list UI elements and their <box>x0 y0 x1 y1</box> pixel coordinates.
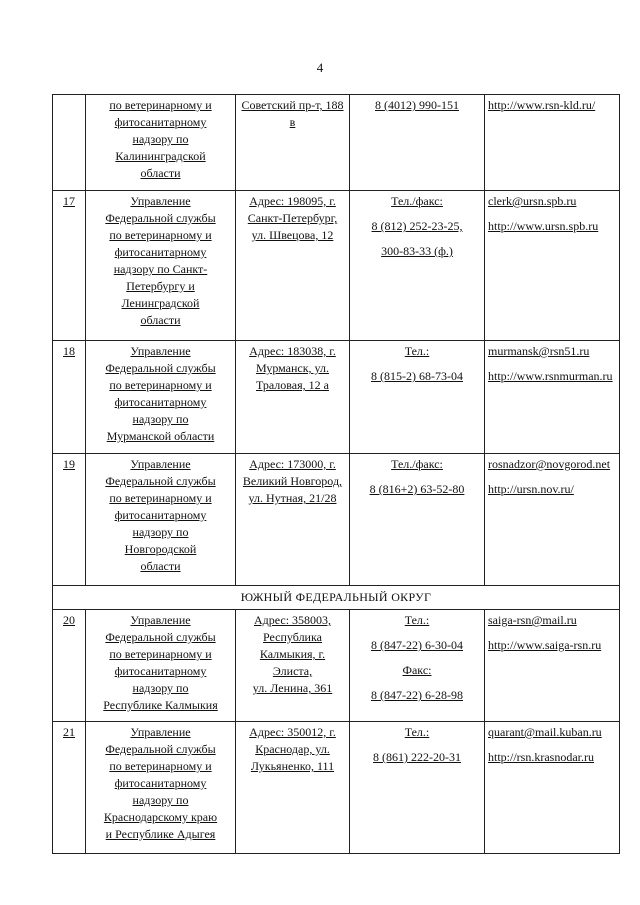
organization-line: области <box>140 559 181 573</box>
organization-line: по ветеринарному и <box>109 98 212 112</box>
organization-line: по ветеринарному и <box>109 491 212 505</box>
organization-line: Управление <box>130 457 191 471</box>
organization-line: надзору по <box>132 793 189 807</box>
contact-cell <box>485 722 620 854</box>
phone-cell <box>350 95 485 191</box>
organization-line: фитосанитарному <box>114 245 207 259</box>
address-line: Адрес: 173000, г. <box>249 457 336 471</box>
address-line: ул. Ленина, 361 <box>252 681 333 695</box>
address-line: Траловая, 12 а <box>256 378 329 392</box>
address-line: Республика <box>263 630 322 644</box>
table-row <box>53 191 620 341</box>
organization-line: Ленинградской <box>121 296 200 310</box>
phone-number: 8 (815-2) 68-73-04 <box>371 369 463 383</box>
website-link[interactable]: http://www.rsn-kld.ru/ <box>488 98 596 112</box>
address-line: Великий Новгород, <box>242 474 343 488</box>
organization-line: фитосанитарному <box>114 395 207 409</box>
address-line: Адрес: 198095, г. <box>249 194 336 208</box>
fax-number: 8 (847-22) 6-28-98 <box>371 688 463 702</box>
phone-label: Тел.: <box>404 725 430 739</box>
row-number <box>53 95 86 191</box>
contact-cell <box>485 341 620 454</box>
organization-line: области <box>140 166 181 180</box>
phone-number: 300-83-33 (ф.) <box>381 244 453 258</box>
phone-number: 8 (847-22) 6-30-04 <box>371 638 463 652</box>
address-line: Мурманск, ул. <box>255 361 330 375</box>
email-link[interactable]: clerk@ursn.spb.ru <box>488 194 577 208</box>
phone-cell <box>350 341 485 454</box>
page-number: 4 <box>316 60 324 75</box>
email-link[interactable]: saiga-rsn@mail.ru <box>488 613 577 627</box>
organization-line: по ветеринарному и <box>109 378 212 392</box>
email-link[interactable]: murmansk@rsn51.ru <box>488 344 590 358</box>
organization-line: фитосанитарному <box>114 508 207 522</box>
organization-line: Мурманской области <box>106 429 215 443</box>
offices-table <box>52 94 620 854</box>
organization-line: Управление <box>130 725 191 739</box>
table-row <box>53 610 620 722</box>
organization-line: Управление <box>130 613 191 627</box>
phone-label: Тел.: <box>404 613 430 627</box>
address-line: Адрес: 358003, <box>253 613 332 627</box>
organization-line: области <box>140 313 181 327</box>
organization-line: надзору по <box>132 525 189 539</box>
phone-number: 8 (812) 252-23-25, <box>371 219 463 233</box>
contact-cell <box>485 610 620 722</box>
address-line: Краснодар, ул. <box>255 742 330 756</box>
organization-line: по ветеринарному и <box>109 228 212 242</box>
phone-label: Тел.: <box>404 344 430 358</box>
organization-line: надзору по Санкт- <box>113 262 208 276</box>
row-number: 17 <box>53 191 86 341</box>
address-cell <box>236 95 350 191</box>
address-line: Калмыкия, г. Элиста, <box>259 647 326 678</box>
address-cell <box>236 341 350 454</box>
organization-line: по ветеринарному и <box>109 759 212 773</box>
phone-number: 8 (861) 222-20-31 <box>373 750 461 764</box>
address-line: Адрес: 350012, г. <box>249 725 336 739</box>
organization-line: Управление <box>130 344 191 358</box>
organization-line: фитосанитарному <box>114 664 207 678</box>
section-row <box>53 586 620 610</box>
organization-line: Петербургу и <box>126 279 195 293</box>
organization-line: Федеральной службы <box>105 211 216 225</box>
organization-line: Федеральной службы <box>105 474 216 488</box>
organization-line: надзору по <box>132 681 189 695</box>
organization-line: Новгородской <box>124 542 197 556</box>
organization-line: надзору по <box>132 132 189 146</box>
organization-cell <box>86 454 236 586</box>
address-line: Адрес: 183038, г. <box>249 344 336 358</box>
organization-line: Федеральной службы <box>105 361 216 375</box>
website-link[interactable]: http://www.ursn.spb.ru <box>488 219 599 233</box>
phone-label: Тел./факс: <box>391 194 443 208</box>
address-line: в <box>289 115 296 129</box>
section-title: ЮЖНЫЙ ФЕДЕРАЛЬНЫЙ ОКРУГ <box>53 586 620 610</box>
email-link[interactable]: quarant@mail.kuban.ru <box>488 725 602 739</box>
phone-number: 8 (816+2) 63-52-80 <box>369 482 465 496</box>
row-number: 18 <box>53 341 86 454</box>
address-line: ул. Швецова, 12 <box>251 228 334 242</box>
phone-cell <box>350 722 485 854</box>
organization-line: фитосанитарному <box>114 115 207 129</box>
contact-cell <box>485 95 620 191</box>
fax-label: Факс: <box>402 663 432 677</box>
organization-cell <box>86 341 236 454</box>
address-cell <box>236 454 350 586</box>
phone-cell <box>350 610 485 722</box>
address-line: Лукьяненко, 111 <box>250 759 335 773</box>
organization-cell <box>86 722 236 854</box>
address-line: Санкт-Петербург, <box>247 211 338 225</box>
row-number: 19 <box>53 454 86 586</box>
website-link[interactable]: http://www.rsnmurman.ru <box>488 369 613 383</box>
phone-number: 8 (4012) 990-151 <box>375 98 459 112</box>
organization-line: Калининградской <box>115 149 206 163</box>
table-row <box>53 341 620 454</box>
organization-cell <box>86 191 236 341</box>
table-row <box>53 454 620 586</box>
website-link[interactable]: http://ursn.nov.ru/ <box>488 482 574 496</box>
address-cell <box>236 722 350 854</box>
phone-cell <box>350 191 485 341</box>
organization-line: Краснодарскому краю <box>103 810 218 824</box>
email-link[interactable]: rosnadzor@novgorod.net <box>488 457 611 471</box>
website-link[interactable]: http://rsn.krasnodar.ru <box>488 750 594 764</box>
organization-line: Республике Калмыкия <box>103 698 218 712</box>
phone-label: Тел./факс: <box>391 457 443 471</box>
organization-line: Федеральной службы <box>105 742 216 756</box>
organization-line: Управление <box>130 194 191 208</box>
table-row <box>53 95 620 191</box>
organization-cell <box>86 610 236 722</box>
row-number: 20 <box>53 610 86 722</box>
phone-cell <box>350 454 485 586</box>
organization-line: Федеральной службы <box>105 630 216 644</box>
address-line: Советский пр-т, 188 <box>241 98 344 112</box>
contact-cell <box>485 454 620 586</box>
address-cell <box>236 191 350 341</box>
organization-line: и Республике Адыгея <box>105 827 216 841</box>
address-cell <box>236 610 350 722</box>
row-number: 21 <box>53 722 86 854</box>
address-line: ул. Нутная, 21/28 <box>248 491 337 505</box>
organization-line: по ветеринарному и <box>109 647 212 661</box>
website-link[interactable]: http://www.saiga-rsn.ru <box>488 638 602 652</box>
organization-line: фитосанитарному <box>114 776 207 790</box>
table-row <box>53 722 620 854</box>
organization-cell <box>86 95 236 191</box>
organization-line: надзору по <box>132 412 189 426</box>
contact-cell <box>485 191 620 341</box>
